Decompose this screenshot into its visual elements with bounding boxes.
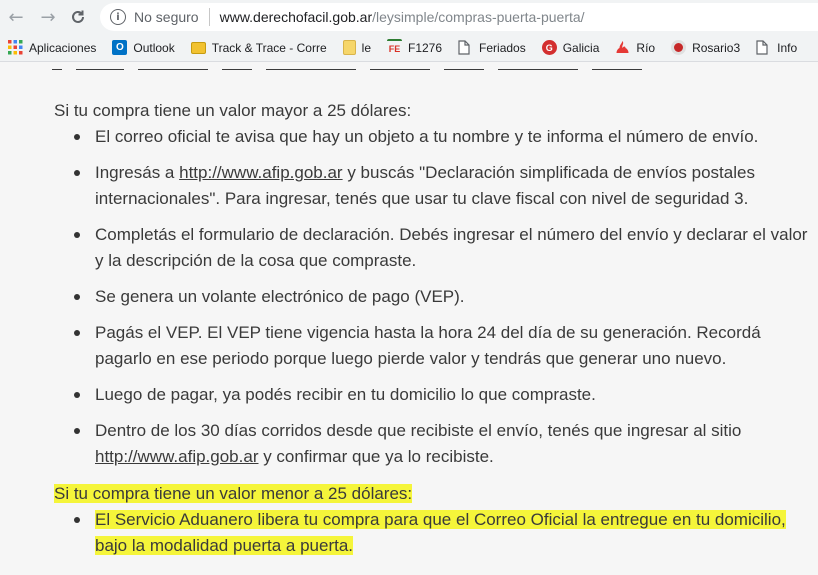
list-item bbox=[54, 507, 811, 559]
page-icon bbox=[756, 40, 771, 55]
highlighted-item-text: El Servicio Aduanero libera tu compra para que el Correo Oficial la entregue en tu domicilio, bajo la modalidad puerta a puerta. bbox=[95, 510, 786, 555]
bookmark-label: Outlook bbox=[133, 40, 175, 55]
page-content bbox=[0, 62, 818, 575]
list-item bbox=[54, 320, 811, 372]
correo-icon bbox=[191, 42, 206, 54]
intro-under-25 bbox=[54, 484, 412, 504]
afip-link[interactable]: http://www.afip.gob.ar bbox=[179, 163, 343, 182]
bookmark-label: Galicia bbox=[562, 40, 600, 55]
bookmark-f1276[interactable] bbox=[387, 39, 442, 56]
bookmark-feriados[interactable] bbox=[458, 40, 526, 55]
url-host: www.derechofacil.gob.ar bbox=[219, 9, 373, 25]
bookmark-rosario3[interactable] bbox=[671, 40, 740, 55]
outlook-icon: O bbox=[112, 40, 127, 55]
info-icon[interactable]: i bbox=[110, 9, 126, 25]
list-item bbox=[54, 284, 811, 310]
bookmark-label: Aplicaciones bbox=[29, 40, 97, 55]
item-text: El correo oficial te avisa que hay un objeto a tu nombre y te informa el número de envío. bbox=[95, 127, 759, 146]
list-item bbox=[54, 160, 811, 212]
bookmark-rio[interactable] bbox=[615, 40, 655, 55]
bookmark-track-trace[interactable] bbox=[191, 41, 327, 55]
security-label: No seguro bbox=[134, 9, 199, 25]
folder-icon bbox=[343, 40, 356, 55]
bookmark-label: Río bbox=[636, 40, 656, 55]
list-item bbox=[54, 222, 811, 274]
bookmark-outlook[interactable] bbox=[112, 40, 174, 55]
fe-icon: FE bbox=[387, 39, 402, 56]
omnibox-divider bbox=[209, 8, 210, 26]
url-path: /leysimple/compras-puerta-puerta/ bbox=[372, 9, 585, 25]
address-bar[interactable] bbox=[100, 3, 818, 31]
bookmarks-bar bbox=[0, 34, 818, 62]
steps-over-25-list bbox=[54, 124, 811, 470]
apps-grid-icon bbox=[8, 40, 23, 55]
rosario3-icon bbox=[671, 40, 686, 55]
browser-toolbar bbox=[0, 0, 818, 34]
bookmark-le[interactable] bbox=[343, 40, 371, 55]
bookmark-label: le bbox=[361, 40, 371, 55]
list-item bbox=[54, 382, 811, 408]
afip-link[interactable]: http://www.afip.gob.ar bbox=[95, 447, 259, 466]
forward-arrow-icon[interactable]: → bbox=[40, 6, 56, 28]
item-text: y buscás "Declaración simplificada de envíos postales internacionales". Para ingresar, tenés que usar tu clave fiscal con nivel de seguridad 3. bbox=[95, 163, 755, 208]
bookmark-label: F1276 bbox=[408, 40, 443, 55]
steps-under-25-list bbox=[54, 507, 811, 559]
highlighted-intro: Si tu compra tiene un valor menor a 25 dólares: bbox=[54, 484, 413, 503]
santander-icon bbox=[615, 40, 630, 55]
bookmark-aplicaciones[interactable] bbox=[8, 40, 96, 55]
item-text: Dentro de los 30 días corridos desde que recibiste el envío, tenés que ingresar al sitio bbox=[95, 421, 742, 440]
bookmark-label: Rosario3 bbox=[692, 40, 741, 55]
bookmark-label: Track & Trace - Corre bbox=[211, 40, 327, 55]
item-text: Completás el formulario de declaración. Debés ingresar el número del envío y declarar el valor y la descripción de la cosa que compraste. bbox=[95, 225, 808, 270]
bookmark-label: Info bbox=[777, 40, 798, 55]
bookmark-info[interactable] bbox=[756, 40, 797, 55]
page-icon bbox=[458, 40, 473, 55]
bookmark-galicia[interactable] bbox=[542, 40, 600, 55]
list-item bbox=[54, 418, 811, 470]
back-arrow-icon[interactable]: ← bbox=[8, 6, 24, 28]
item-text: Pagás el VEP. El VEP tiene vigencia hasta la hora 24 del día de su generación. Recordá pagarlo en ese periodo porque luego pierde valor y tendrás que generar uno nuevo. bbox=[95, 323, 761, 368]
intro-over-25: Si tu compra tiene un valor mayor a 25 dólares: bbox=[54, 101, 412, 120]
item-text: Luego de pagar, ya podés recibir en tu domicilio lo que compraste. bbox=[95, 385, 596, 404]
item-text: Se genera un volante electrónico de pago (VEP). bbox=[95, 287, 465, 306]
item-text: y confirmar que ya lo recibiste. bbox=[258, 447, 494, 466]
item-text: Ingresás a bbox=[95, 163, 180, 182]
galicia-icon: G bbox=[542, 40, 557, 55]
list-item bbox=[54, 124, 811, 150]
bookmark-label: Feriados bbox=[479, 40, 526, 55]
clipped-heading bbox=[52, 62, 712, 70]
reload-icon[interactable] bbox=[66, 5, 90, 29]
